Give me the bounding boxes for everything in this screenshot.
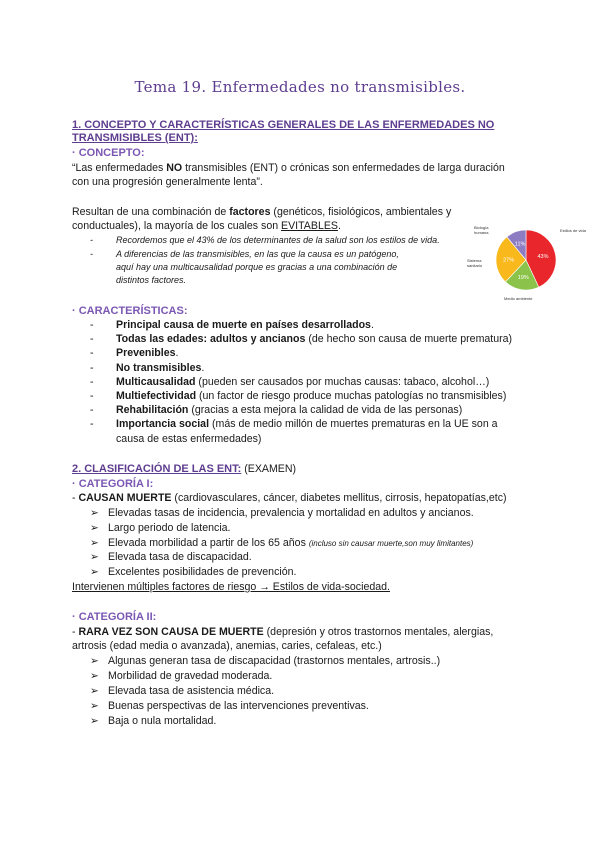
item-text: Baja o nula mortalidad. <box>108 715 217 727</box>
definition-text-b: transmisibles (ENT) o crónicas son enfermedades de larga duración <box>182 162 505 174</box>
note-2-line-3: distintos factores. <box>116 275 187 285</box>
section-2-heading-text: 2. CLASIFICACIÓN DE LAS ENT: <box>72 463 242 475</box>
categoria-2-list <box>90 654 440 729</box>
item-rest: . <box>370 319 374 331</box>
page-title: Tema 19. Enfermedades no transmisibles. <box>134 78 466 96</box>
list-item <box>90 375 512 389</box>
list-item <box>90 346 512 360</box>
factors-text-a: Resultan de una combinación de <box>72 206 230 218</box>
lead-dash: - <box>72 492 79 504</box>
arrow-bullet-icon: ➢ <box>90 655 99 667</box>
list-item-continuation: causa de estas enfermedades) <box>116 432 262 445</box>
factors-text-l2c: . <box>337 220 341 232</box>
factors-text-c: (genéticos, fisiológicos, ambientales y <box>270 206 452 218</box>
pie-label-sistema-2: sanitario <box>467 263 483 268</box>
item-note: (incluso sin causar muerte,son muy limitantes) <box>308 538 474 548</box>
item-bold: Todas las edades: adultos y ancianos <box>116 333 306 346</box>
arrow-bullet-icon: ➢ <box>90 551 99 564</box>
list-item <box>90 332 512 346</box>
item-rest: (gracias a esta mejora la calidad de vida de las personas) <box>188 404 463 417</box>
pie-label-estilos: Estilos de vida <box>560 228 586 233</box>
item-text: Elevadas tasas de incidencia, prevalencia y mortalidad en adultos y ancianos. <box>108 507 474 519</box>
arrow-bullet-icon: ➢ <box>90 536 99 549</box>
list-item <box>90 389 512 403</box>
evitables-text: EVITABLES <box>281 220 338 232</box>
section-1-heading-line1: 1. CONCEPTO Y CARACTERÍSTICAS GENERALES DE LAS ENFERMEDADES NO <box>72 119 495 131</box>
pie-label-sistema: Sistema <box>467 258 482 263</box>
item-text: Elevada morbilidad a partir de los 65 años <box>108 536 309 549</box>
item-rest: (un factor de riesgo produce muchas patologías no transmisibles) <box>196 389 507 402</box>
arrow-bullet-icon: ➢ <box>90 685 99 697</box>
arrow-bullet-icon: ➢ <box>90 715 99 727</box>
arrow-bullet-icon: ➢ <box>90 566 99 579</box>
list-item <box>90 361 512 375</box>
item-rest: (pueden ser causados por muchas causas: tabaco, alcohol…) <box>195 375 490 388</box>
categoria-2-label: · CATEGORÍA II: <box>72 611 157 623</box>
section-2-heading <box>72 462 296 476</box>
item-rest: (de hecho son causa de muerte prematura) <box>305 333 513 346</box>
categoria-1-lead <box>72 491 507 505</box>
dash-marker: - <box>90 319 94 331</box>
categoria-1-list <box>90 506 474 580</box>
dash-marker: - <box>90 249 93 259</box>
factors-text-l2a: conductuales), la mayoría de los cuales son <box>72 220 282 232</box>
section-1-heading <box>72 118 494 132</box>
determinants-pie-chart <box>467 218 586 304</box>
item-text: Buenas perspectivas de las intervenciones preventivas. <box>108 700 369 712</box>
item-rest: . <box>175 347 179 360</box>
list-item <box>90 565 474 580</box>
list-item <box>90 654 440 669</box>
item-bold: Rehabilitación <box>116 404 189 417</box>
list-item <box>90 506 474 521</box>
list-item <box>90 536 474 551</box>
note-1 <box>90 234 440 247</box>
definition-text-a: “Las enfermedades <box>72 162 167 174</box>
pie-label-medio: Medio ambiente <box>504 296 533 301</box>
item-text: Elevada tasa de discapacidad. <box>108 551 252 564</box>
caracteristicas-list <box>90 318 512 446</box>
factors-bold: factores <box>229 206 271 218</box>
item-text: Morbilidad de gravedad moderada. <box>108 670 273 682</box>
section-2-heading-note: (EXAMEN) <box>241 463 297 475</box>
dash-marker: - <box>90 375 94 388</box>
list-item <box>90 714 440 729</box>
list-item <box>90 684 440 699</box>
item-text: Algunas generan tasa de discapacidad (trastornos mentales, artrosis..) <box>108 655 441 667</box>
note-2 <box>90 248 399 261</box>
dash-marker: - <box>90 418 94 431</box>
categoria-2-lead <box>72 625 493 639</box>
dash-marker: - <box>90 404 94 417</box>
factors-line-1 <box>72 205 451 219</box>
list-item <box>90 417 512 431</box>
note-2-line-2: aquí hay una multicausalidad porque es gracias a una combinación de <box>116 262 398 272</box>
categoria-1-footer: Intervienen múltiples factores de riesgo → Estilos de vida-sociedad. <box>72 581 390 593</box>
dash-marker: - <box>90 347 94 360</box>
item-bold: Principal causa de muerte en países desarrollados <box>116 319 371 331</box>
categoria-1-label: · CATEGORÍA I: <box>72 478 154 490</box>
pie-slice-value-label: 19% <box>517 275 529 282</box>
item-text: Excelentes posibilidades de prevención. <box>108 566 297 579</box>
list-item <box>90 699 440 714</box>
item-bold: Multiefectividad <box>116 389 197 402</box>
list-item <box>90 521 474 536</box>
arrow-bullet-icon: ➢ <box>90 521 99 534</box>
note-1-text: Recordemos que el 43% de los determinantes de la salud son los estilos de vida. <box>116 235 440 245</box>
lead-dash: - <box>72 626 79 638</box>
list-item <box>90 403 512 417</box>
section-1-heading-cont <box>72 131 198 145</box>
pie-slice-value-label: 27% <box>503 257 515 264</box>
item-rest: (más de medio millón de muertes prematuras en la UE son a <box>209 418 498 431</box>
item-bold: Importancia social <box>116 418 210 431</box>
pie-label-biologia: Biología <box>474 225 489 230</box>
item-text: Largo periodo de latencia. <box>108 521 231 534</box>
dash-marker: - <box>90 389 94 402</box>
list-item <box>90 318 512 332</box>
pie-slice-value-label: 43% <box>537 254 549 261</box>
pie-slice-value-label: 11% <box>514 241 526 248</box>
item-bold: Prevenibles <box>116 347 176 360</box>
note-2-line-1: A diferencias de las transmisibles, en las que la causa es un patógeno, <box>116 249 399 259</box>
list-item <box>90 669 440 684</box>
list-item <box>90 550 474 565</box>
categoria-2-lead-bold: RARA VEZ SON CAUSA DE MUERTE <box>78 626 264 638</box>
arrow-bullet-icon: ➢ <box>90 670 99 682</box>
section-1-heading-line2: TRANSMISIBLES (ENT): <box>72 132 198 144</box>
categoria-2-lead-rest: (depresión y otros trastornos mentales, alergias, <box>263 626 494 638</box>
item-text: Elevada tasa de asistencia médica. <box>108 685 275 697</box>
dash-marker: - <box>90 361 94 374</box>
factors-line-2 <box>72 219 341 233</box>
dash-marker: - <box>90 333 94 346</box>
definition-line-1 <box>72 161 505 175</box>
arrow-bullet-icon: ➢ <box>90 700 99 712</box>
categoria-1-lead-rest: (cardiovasculares, cáncer, diabetes mellitus, cirrosis, hepatopatías,etc) <box>171 492 507 504</box>
caracteristicas-label: · CARACTERÍSTICAS: <box>72 305 188 317</box>
item-rest: . <box>201 361 205 374</box>
concepto-label: · CONCEPTO: <box>72 147 145 159</box>
definition-no: NO <box>166 162 183 174</box>
categoria-1-lead-bold: CAUSAN MUERTE <box>78 492 172 504</box>
pie-label-biologia-2: humana <box>474 230 489 235</box>
categoria-2-lead-line-2: artrosis (edad media o avanzada), anemias, caries, cefaleas, etc.) <box>72 640 382 652</box>
item-bold: No transmisibles <box>116 361 202 374</box>
arrow-bullet-icon: ➢ <box>90 507 99 519</box>
definition-line-2: con una progresión generalmente lenta”. <box>72 176 263 188</box>
item-bold: Multicausalidad <box>116 375 196 388</box>
dash-marker: - <box>90 235 93 245</box>
